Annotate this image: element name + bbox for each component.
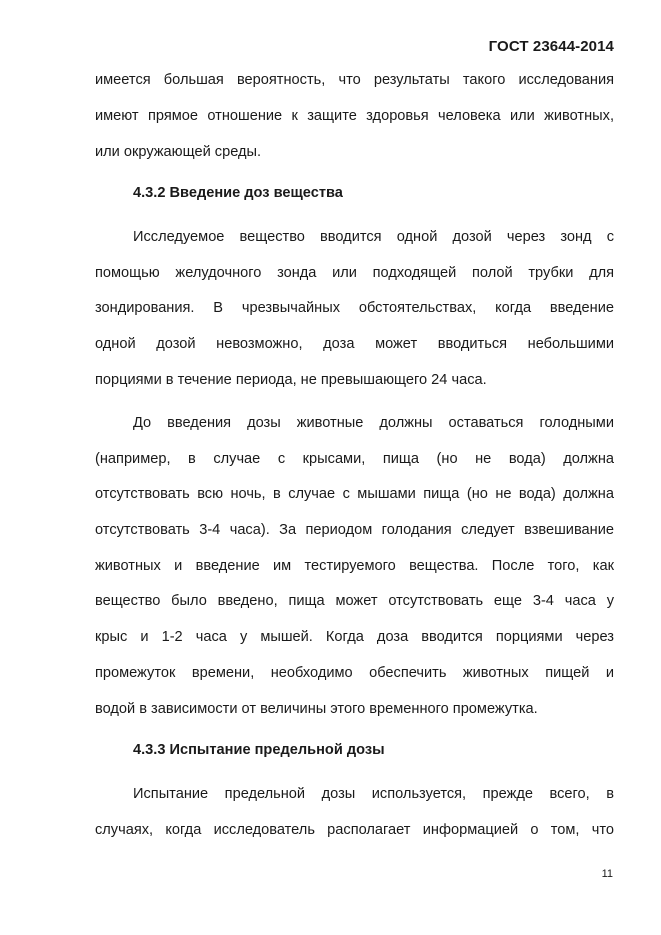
page-number: 11 <box>601 868 613 880</box>
text-line: одной дозой невозможно, доза может вводиться небольшими <box>95 336 614 352</box>
text-line: крыс и 1-2 часа у мышей. Когда доза вводится порциями через <box>95 629 614 645</box>
text-line: До введения дозы животные должны оставаться голодными <box>133 415 614 431</box>
section-heading-4-3-2: 4.3.2 Введение доз вещества <box>133 185 343 201</box>
text-line: или окружающей среды. <box>95 144 262 160</box>
text-line: Испытание предельной дозы используется, прежде всего, в <box>133 786 614 802</box>
text-line: помощью желудочного зонда или подходящей полой трубки для <box>95 265 614 281</box>
text-line: имеется большая вероятность, что результаты такого исследования <box>95 72 614 88</box>
text-line: отсутствовать всю ночь, в случае с мышами пища (но не вода) должна <box>95 486 614 502</box>
document-code: ГОСТ 23644-2014 <box>488 38 614 55</box>
text-line: порциями в течение периода, не превышающего 24 часа. <box>95 372 487 388</box>
text-line: вещество было введено, пища может отсутствовать еще 3-4 часа у <box>95 593 614 609</box>
text-line: имеют прямое отношение к защите здоровья человека или животных, <box>95 108 614 124</box>
text-line: водой в зависимости от величины этого временного промежутка. <box>95 701 538 717</box>
section-heading-4-3-3: 4.3.3 Испытание предельной дозы <box>133 742 385 758</box>
text-line: зондирования. В чрезвычайных обстоятельствах, когда введение <box>95 300 614 316</box>
text-line: случаях, когда исследователь располагает информацией о том, что <box>95 822 614 838</box>
text-line: промежуток времени, необходимо обеспечить животных пищей и <box>95 665 614 681</box>
text-line: (например, в случае с крысами, пища (но не вода) должна <box>95 451 614 467</box>
text-line: Исследуемое вещество вводится одной дозой через зонд с <box>133 229 614 245</box>
text-line: животных и введение им тестируемого вещества. После того, как <box>95 558 614 574</box>
text-line: отсутствовать 3-4 часа). За периодом голодания следует взвешивание <box>95 522 614 538</box>
